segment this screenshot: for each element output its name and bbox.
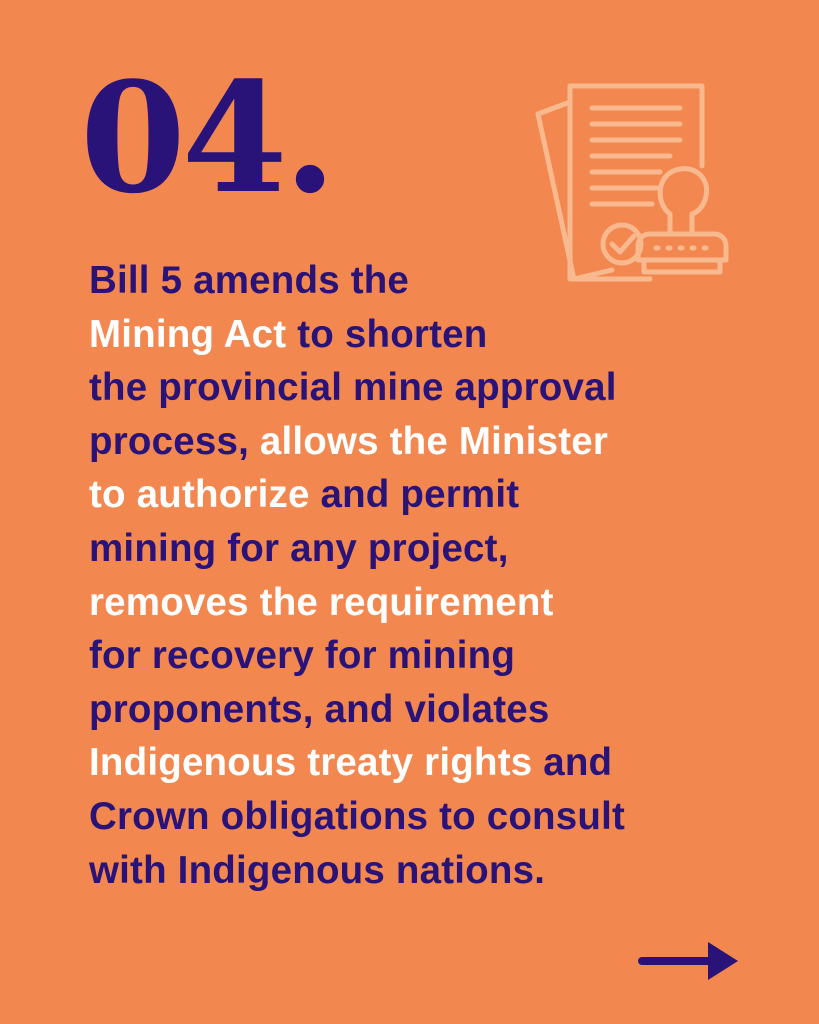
text-segment: for recovery [89,634,314,678]
text-line-2 [89,308,789,362]
slide-number: 04. [80,48,333,227]
text-segment: and permit [309,473,520,517]
text-segment: mining for any project, [89,526,509,570]
text-segment: for mining [313,634,516,678]
text-segment-highlight: Mining Act [89,312,287,356]
text-segment: and [532,741,613,785]
text-line-6 [89,522,789,576]
text-segment-highlight: allows the Minister [259,419,609,463]
text-line-10 [89,736,789,790]
text-line-8 [89,629,789,683]
text-line-1 [89,254,789,308]
body-text [89,254,789,897]
text-segment: Crown obligations to consult [89,794,626,838]
text-line-7 [89,576,789,630]
text-segment-highlight: to authorize [89,473,310,517]
text-line-9 [89,683,789,737]
text-segment-highlight: removes the requirement [89,580,554,624]
text-line-12 [89,844,789,898]
text-segment-highlight: Indigenous treaty rights [89,741,533,785]
text-line-4 [89,415,789,469]
text-line-3 [89,361,789,415]
text-segment: proponents, and violates [89,687,550,731]
text-line-5 [89,468,789,522]
text-segment: the provincial mine approval [89,366,617,410]
text-segment: with Indigenous nations. [89,848,546,892]
text-segment: process, [89,419,260,463]
text-segment: to shorten [286,312,488,356]
text-line-11 [89,790,789,844]
arrow-right-icon[interactable] [638,938,742,984]
text-segment: Bill 5 amends the [89,259,410,302]
